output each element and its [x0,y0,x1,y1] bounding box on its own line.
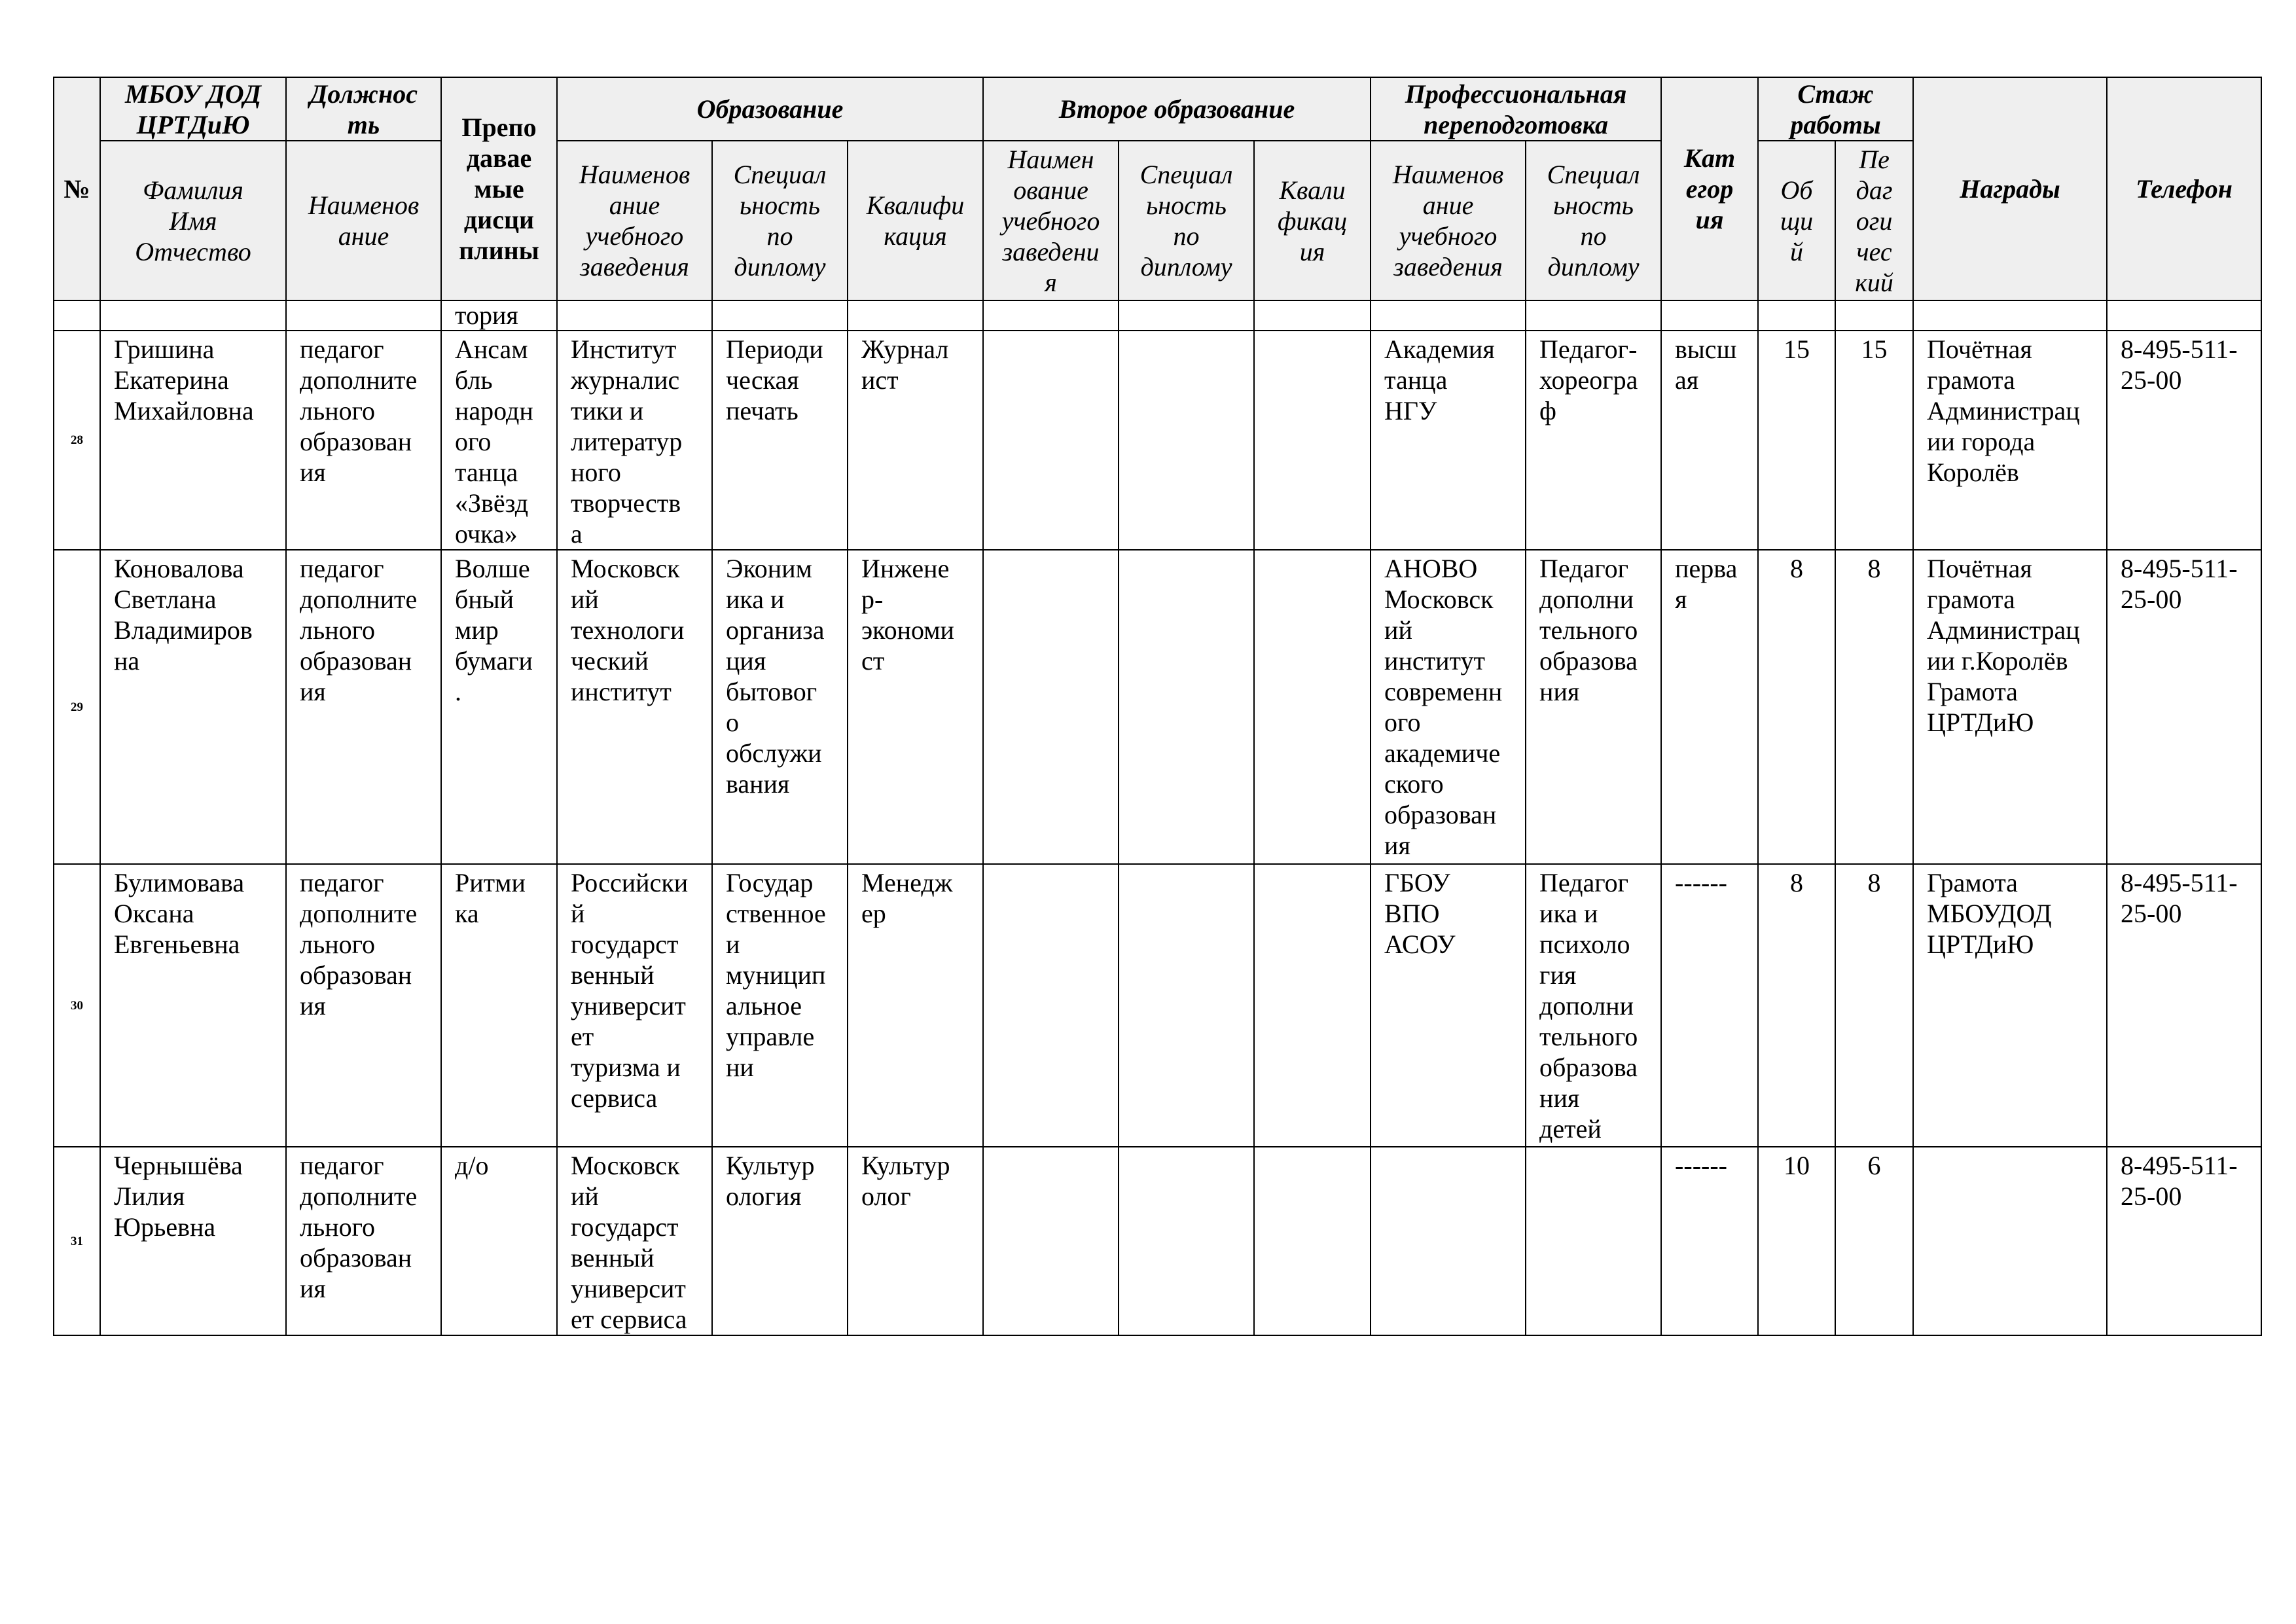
header-ret-institution: Наименов ание учебного заведения [1371,141,1526,300]
cell-position: педагог дополните льного образован ия [286,331,441,550]
table-row [54,331,2261,550]
cell-edu-institution: Московск ий государст венный университ ет сервиса [557,1147,712,1335]
cell-category: ------ [1661,1147,1758,1335]
cell-num: 28 [54,331,100,550]
cell-empty [557,300,712,331]
cell-edu-qualification: Инжене р- экономи ст [848,550,983,864]
cell-edu-qualification: Менедж ер [848,864,983,1147]
table-row [54,1147,2261,1335]
cell-ret-institution: ГБОУ ВПО АСОУ [1371,864,1526,1147]
cell-edu-institution: Московск ий технологи ческий институт [557,550,712,864]
cell-awards: Почётная грамота Администрац ии города Королёв [1913,331,2107,550]
cell-num: 29 [54,550,100,864]
cell-edu-specialty: Государ ственное и муницип альное управле ни [712,864,848,1147]
cell-edu-specialty: Периоди ческая печать [712,331,848,550]
cell-position: педагог дополните льного образован ия [286,550,441,864]
cell-ret-specialty [1526,1147,1661,1335]
cell-empty [1254,300,1371,331]
cell-sec-qualification [1254,331,1371,550]
cell-ret-specialty: Педагог ика и психоло гия дополни тельного образова ния детей [1526,864,1661,1147]
header-org: МБОУ ДОД ЦРТДиЮ [100,77,286,141]
header-retraining: Профессиональная переподготовка [1371,77,1661,141]
table-row [54,864,2261,1147]
cell-category: высш ая [1661,331,1758,550]
cell-awards: Грамота МБОУДОД ЦРТДиЮ [1913,864,2107,1147]
cell-position: педагог дополните льного образован ия [286,1147,441,1335]
header-category: Кат егор ия [1661,77,1758,300]
header-sec-specialty: Специал ьность по диплому [1119,141,1254,300]
cell-sec-institution [983,864,1119,1147]
header-edu-institution: Наименов ание учебного заведения [557,141,712,300]
cell-empty [712,300,848,331]
cell-empty [100,300,286,331]
table-row [54,550,2261,864]
cell-sec-qualification [1254,1147,1371,1335]
cell-phone: 8-495-511- 25-00 [2107,550,2261,864]
cell-sec-institution [983,550,1119,864]
cell-position: педагог дополните льного образован ия [286,864,441,1147]
header-experience: Стаж работы [1758,77,1913,141]
cell-num: 31 [54,1147,100,1335]
cell-fio: Чернышёва Лилия Юрьевна [100,1147,286,1335]
cell-sec-specialty [1119,864,1254,1147]
staff-table [53,77,2262,1336]
cell-subjects: д/о [441,1147,557,1335]
cell-empty [1661,300,1758,331]
cell-ret-specialty: Педагог- хореогра ф [1526,331,1661,550]
cell-exp-total: 8 [1758,864,1835,1147]
cell-empty [1371,300,1526,331]
cell-ret-institution [1371,1147,1526,1335]
cell-subjects: Волше бный мир бумаги . [441,550,557,864]
cell-empty [54,300,100,331]
cell-exp-ped: 15 [1835,331,1913,550]
header-sec-qualification: Квали фикац ия [1254,141,1371,300]
cell-empty [1526,300,1661,331]
cell-empty [1758,300,1835,331]
cell-edu-institution: Институт журналис тики и литератур ного творчеств а [557,331,712,550]
fragment-row [54,300,2261,331]
cell-sec-qualification [1254,864,1371,1147]
cell-sec-institution [983,1147,1119,1335]
cell-empty [1913,300,2107,331]
cell-phone: 8-495-511- 25-00 [2107,864,2261,1147]
cell-edu-specialty: Культур ология [712,1147,848,1335]
cell-empty [286,300,441,331]
cell-empty [2107,300,2261,331]
cell-ret-institution: АНОВО Московск ий институт современн ого академиче ского образован ия [1371,550,1526,864]
header-edu-specialty: Специал ьность по диплому [712,141,848,300]
header-awards: Награды [1913,77,2107,300]
header-row-top [54,77,2261,141]
cell-num: 30 [54,864,100,1147]
cell-category: ------ [1661,864,1758,1147]
cell-fio: Гришина Екатерина Михайловна [100,331,286,550]
cell-exp-ped: 6 [1835,1147,1913,1335]
header-second-education: Второе образование [983,77,1371,141]
header-subjects: Препо давае мые дисци плины [441,77,557,300]
cell-awards: Почётная грамота Администрац ии г.Королёв Грамота ЦРТДиЮ [1913,550,2107,864]
cell-phone: 8-495-511- 25-00 [2107,331,2261,550]
cell-edu-qualification: Культур олог [848,1147,983,1335]
cell-empty [1835,300,1913,331]
header-exp-total: Об щи й [1758,141,1835,300]
header-position: Должнос ть [286,77,441,141]
cell-exp-total: 8 [1758,550,1835,864]
cell-exp-total: 10 [1758,1147,1835,1335]
cell-ret-institution: Академия танца НГУ [1371,331,1526,550]
header-fio: Фамилия Имя Отчество [100,141,286,300]
cell-phone: 8-495-511- 25-00 [2107,1147,2261,1335]
cell-subjects: тория [441,300,557,331]
header-position-name: Наименов ание [286,141,441,300]
cell-sec-institution [983,331,1119,550]
cell-fio: Коновалова Светлана Владимиров на [100,550,286,864]
header-edu-qualification: Квалифи кация [848,141,983,300]
cell-edu-specialty: Эконим ика и организа ция бытовог о обслужи вания [712,550,848,864]
cell-exp-total: 15 [1758,331,1835,550]
cell-subjects: Ритми ка [441,864,557,1147]
cell-empty [1119,300,1254,331]
cell-sec-qualification [1254,550,1371,864]
cell-edu-institution: Российски й государст венный университ ет туризма и сервиса [557,864,712,1147]
cell-subjects: Ансам бль народн ого танца «Звёзд очка» [441,331,557,550]
cell-ret-specialty: Педагог дополни тельного образова ния [1526,550,1661,864]
cell-edu-qualification: Журнал ист [848,331,983,550]
cell-awards [1913,1147,2107,1335]
header-phone: Телефон [2107,77,2261,300]
header-sec-institution: Наимен ование учебного заведени я [983,141,1119,300]
cell-fio: Булимовава Оксана Евгеньевна [100,864,286,1147]
cell-empty [848,300,983,331]
cell-exp-ped: 8 [1835,864,1913,1147]
cell-sec-specialty [1119,1147,1254,1335]
cell-exp-ped: 8 [1835,550,1913,864]
header-num: № [54,77,100,300]
cell-sec-specialty [1119,550,1254,864]
header-education: Образование [557,77,983,141]
cell-empty [983,300,1119,331]
header-ret-specialty: Специал ьность по диплому [1526,141,1661,300]
cell-sec-specialty [1119,331,1254,550]
header-exp-ped: Пе даг оги чес кий [1835,141,1913,300]
cell-category: перва я [1661,550,1758,864]
